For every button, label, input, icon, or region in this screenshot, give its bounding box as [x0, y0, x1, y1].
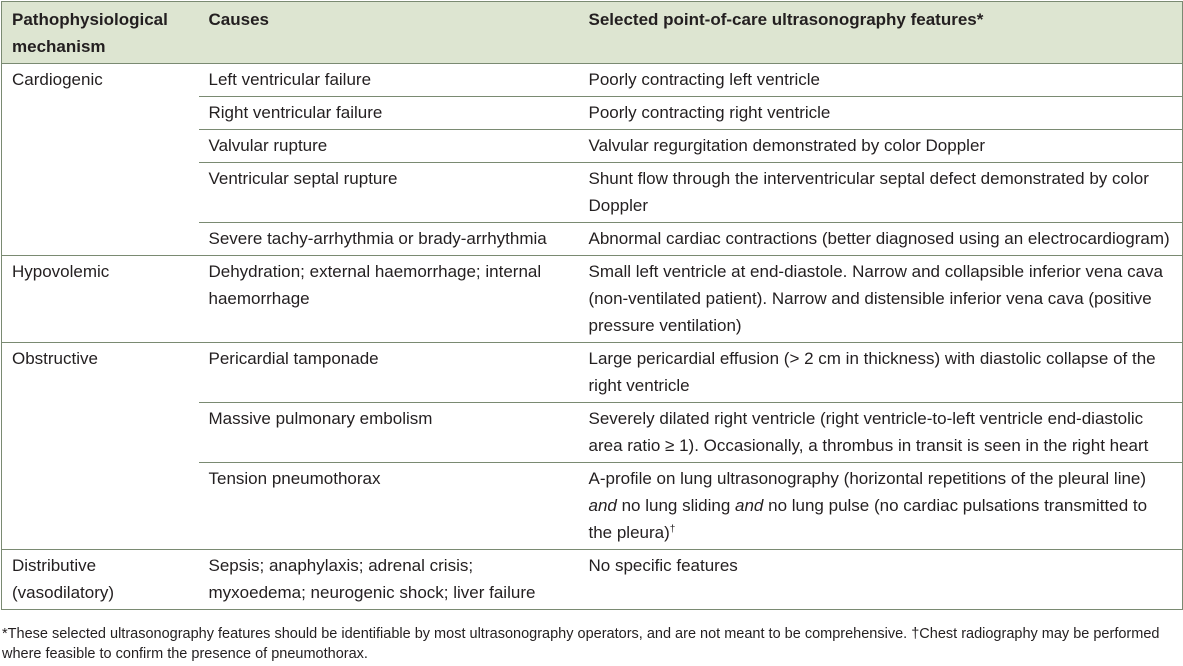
feature-text: Severely dilated right ventricle (right ventricle-to-left ventricle end-diastolic area ratio ≥ 1). Occasionally, a thrombus in transit is seen in the right heart — [588, 409, 1149, 455]
mechanism-cell-hypovolemic — [2, 256, 199, 343]
cause-cell — [199, 343, 579, 403]
table-row — [2, 256, 1183, 343]
cause-text: Valvular rupture — [208, 136, 328, 155]
feature-emphasis: and — [588, 496, 617, 515]
table-body — [2, 64, 1183, 610]
feature-cell — [579, 223, 1183, 256]
cause-text: Pericardial tamponade — [208, 349, 379, 368]
feature-cell — [579, 256, 1183, 343]
header-row — [2, 2, 1183, 64]
cause-cell — [199, 403, 579, 463]
mechanism-cell-obstructive — [2, 343, 199, 550]
feature-emphasis: and — [735, 496, 764, 515]
cause-cell — [199, 130, 579, 163]
cause-cell — [199, 223, 579, 256]
feature-text: Large pericardial effusion (> 2 cm in thickness) with diastolic collapse of the right ventricle — [588, 349, 1156, 395]
cause-text: Dehydration; external haemorrhage; internal haemorrhage — [208, 262, 542, 308]
header-causes: Causes — [199, 2, 579, 64]
feature-text: Small left ventricle at end-diastole. Narrow and collapsible inferior vena cava (non-ventilated patient). Narrow and distensible inferior vena cava (positive pressure ventilation) — [588, 262, 1164, 335]
feature-cell — [579, 343, 1183, 403]
mechanism-text: Cardiogenic — [12, 70, 103, 89]
feature-cell — [579, 163, 1183, 223]
mechanism-cell-distributive — [2, 550, 199, 610]
feature-cell — [579, 403, 1183, 463]
shock-ultrasound-table — [1, 1, 1183, 610]
mechanism-cell-cardiogenic — [2, 64, 199, 256]
cause-cell — [199, 97, 579, 130]
feature-text: Poorly contracting left ventricle — [588, 70, 820, 89]
feature-cell — [579, 130, 1183, 163]
cause-cell — [199, 550, 579, 610]
feature-cell — [579, 97, 1183, 130]
table-row — [2, 343, 1183, 403]
cause-cell — [199, 64, 579, 97]
feature-text: Valvular regurgitation demonstrated by color Doppler — [588, 136, 986, 155]
feature-text: No specific features — [588, 556, 738, 575]
feature-cell — [579, 550, 1183, 610]
feature-text: Shunt flow through the interventricular septal defect demonstrated by color Doppler — [588, 169, 1149, 215]
header-features: Selected point-of-care ultrasonography features* — [579, 2, 1183, 64]
feature-cell — [579, 64, 1183, 97]
cause-cell — [199, 463, 579, 550]
table-footnote: *These selected ultrasonography features should be identifiable by most ultrasonography operators, and are not meant to be comprehensive. †Chest radiography may be performed where feasible to confirm the presence of pneumothorax. — [2, 626, 1160, 662]
cause-text: Sepsis; anaphylaxis; adrenal crisis; myxoedema; neurogenic shock; liver failure — [208, 556, 536, 602]
table-row — [2, 550, 1183, 610]
mechanism-text: Distributive (vasodilatory) — [12, 556, 115, 602]
feature-text — [589, 463, 1173, 549]
feature-text: Abnormal cardiac contractions (better diagnosed using an electrocardiogram) — [588, 229, 1170, 248]
cause-cell — [199, 163, 579, 223]
feature-text-part: A-profile on lung ultrasonography (horizontal repetitions of the pleural line) — [588, 469, 1147, 488]
cause-text: Right ventricular failure — [208, 103, 383, 122]
table-header — [2, 2, 1183, 64]
header-mechanism: Pathophysiological mechanism — [2, 2, 199, 64]
cause-text: Left ventricular failure — [208, 70, 372, 89]
feature-text-part: no lung pulse (no cardiac pulsations transmitted to the pleura) — [588, 496, 1148, 542]
mechanism-text: Hypovolemic — [12, 262, 110, 281]
feature-text: Poorly contracting right ventricle — [588, 103, 831, 122]
feature-cell — [579, 463, 1183, 550]
cause-text: Ventricular septal rupture — [208, 169, 398, 188]
cause-text: Severe tachy-arrhythmia or brady-arrhythmia — [208, 229, 547, 248]
table-row — [2, 64, 1183, 97]
cause-text: Massive pulmonary embolism — [208, 409, 433, 428]
mechanism-text: Obstructive — [12, 349, 98, 368]
dagger-mark: † — [669, 524, 676, 535]
feature-text-part: no lung sliding — [616, 496, 736, 515]
cause-cell — [199, 256, 579, 343]
cause-text: Tension pneumothorax — [208, 469, 381, 488]
